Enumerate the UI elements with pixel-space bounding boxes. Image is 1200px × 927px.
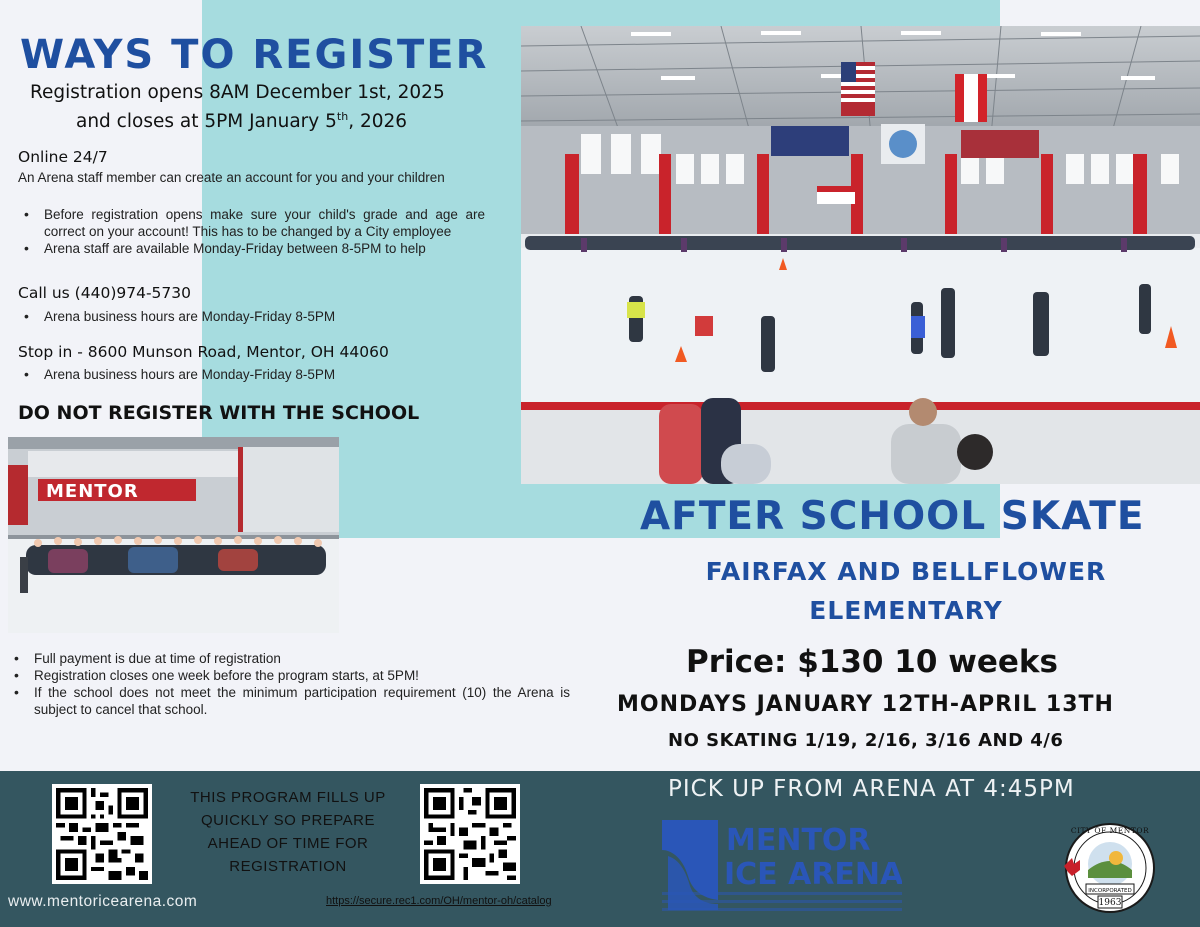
do-not-register-warning: DO NOT REGISTER WITH THE SCHOOL [18,402,420,424]
logo-text-mentor: MENTOR [726,823,871,858]
registration-opens: Registration opens 8AM December 1st, 2025 [30,82,445,103]
logo-text-ice-arena: ICE ARENA [724,857,902,892]
website-link[interactable]: www.mentoricearena.com [8,893,198,910]
policy-bullets [8,650,570,718]
mentor-sign: MENTOR [46,481,139,502]
page-title: WAYS TO REGISTER [20,32,489,78]
city-of-mentor-seal [1058,818,1158,918]
pickup-time: PICK UP FROM ARENA AT 4:45PM [668,776,1075,802]
seal-year-text: 1963 [1098,898,1122,908]
catalog-link[interactable]: https://secure.rec1.com/OH/mentor-oh/catalog [326,895,552,907]
school-names-line1: FAIRFAX AND BELLFLOWER [705,557,1107,586]
seal-incorporated-text: INCORPORATED [1088,888,1132,894]
list-item: • Arena business hours are Monday-Friday 8-5PM [18,366,485,383]
call-bullets [18,308,485,325]
group-photo [8,437,339,633]
mentor-ice-arena-logo [662,820,902,916]
school-names-line2: ELEMENTARY [809,596,1003,625]
program-title: AFTER SCHOOL SKATE [640,494,1145,539]
seal-city-text: CITY OF MENTOR [1070,826,1150,835]
online-heading: Online 24/7 [18,148,108,166]
list-item: • Registration closes one week before the program starts, at 5PM! [8,667,570,684]
stop-in-bullets [18,366,485,383]
list-item: • If the school does not meet the minimum participation requirement (10) the Arena is subject to cancel that school. [8,684,570,718]
list-item: • Before registration opens make sure your child's grade and age are correct on your account! This has to be changed by a City employee [18,206,485,240]
list-item: • Arena business hours are Monday-Friday 8-5PM [18,308,485,325]
list-item: • Arena staff are available Monday-Friday between 8-5PM to help [18,240,485,257]
rink-photo [521,26,1200,484]
program-dates: MONDAYS JANUARY 12TH-APRIL 13TH [617,692,1114,717]
price-text: Price: $130 10 weeks [686,644,1058,680]
qr-code-website[interactable] [52,784,152,884]
online-bullets [18,206,485,257]
fills-up-notice: THIS PROGRAM FILLS UP QUICKLY SO PREPARE AHEAD OF TIME FOR REGISTRATION [190,789,386,875]
list-item: • Full payment is due at time of registration [8,650,570,667]
no-skating-dates: NO SKATING 1/19, 2/16, 3/16 AND 4/6 [668,730,1064,751]
call-heading: Call us (440)974-5730 [18,284,191,302]
online-description: An Arena staff member can create an account for you and your children [18,170,445,185]
qr-code-catalog[interactable] [420,784,520,884]
registration-closes: and closes at 5PM January 5th, 2026 [76,110,408,133]
stop-in-heading: Stop in - 8600 Munson Road, Mentor, OH 44060 [18,343,389,361]
